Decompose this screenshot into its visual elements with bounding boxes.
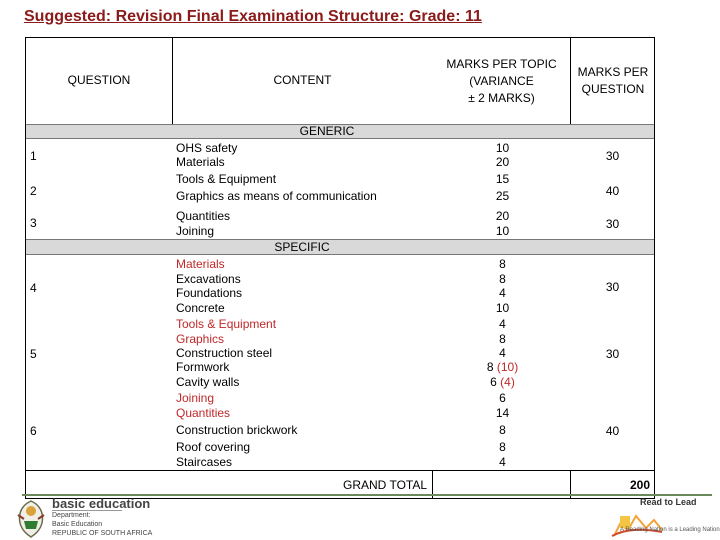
topic-name: Tools & Equipment [176, 317, 277, 331]
topic-mark: 6 [499, 391, 506, 405]
topic-name: OHS safety [176, 141, 238, 155]
page-title: Suggested: Revision Final Examination Structure: Grade: 11 [24, 8, 482, 25]
topic-name: Foundations [176, 286, 243, 300]
topic-mark: 4 [499, 346, 506, 360]
topic-mark: 20 [495, 155, 510, 169]
campaign-slogan: A Reading Nation is a Leading Nation [620, 527, 720, 533]
topic-mark-value: 8 [486, 360, 494, 374]
question-total: 30 [605, 217, 620, 231]
grand-total-label: GRAND TOTAL [343, 478, 428, 492]
topic-name: Cavity walls [176, 375, 240, 389]
topic-name: Joining [176, 224, 215, 238]
topic-name: Tools & Equipment [176, 172, 277, 186]
topic-mark: 10 [495, 141, 510, 155]
department-line: REPUBLIC OF SOUTH AFRICA [52, 530, 153, 537]
topic-mark [440, 375, 565, 390]
topic-mark-alternative: (4) [500, 375, 515, 389]
header-question: QUESTION [67, 73, 131, 87]
topic-mark: 8 [499, 257, 506, 271]
topic-mark: 4 [499, 317, 506, 331]
topic-mark-alternative: (10) [496, 360, 519, 374]
topic-mark: 10 [495, 224, 510, 238]
topic-name: Excavations [176, 272, 241, 286]
coat-of-arms-icon [12, 497, 50, 539]
question-number: 2 [30, 184, 37, 198]
row-divider [25, 470, 655, 471]
question-number: 1 [30, 149, 37, 163]
column-divider [172, 37, 173, 124]
header-marks-per-topic [433, 56, 570, 107]
department-logo-text [52, 496, 153, 538]
header-marks-per-question-line: QUESTION [581, 82, 645, 96]
question-total: 30 [605, 347, 620, 361]
question-number: 4 [30, 281, 37, 295]
topic-mark: 8 [499, 440, 506, 454]
topic-name: Quantities [176, 406, 231, 420]
topic-mark: 8 [499, 332, 506, 346]
section-band-specific [26, 239, 654, 255]
topic-name: Staircases [176, 455, 233, 469]
question-number: 6 [30, 424, 37, 438]
question-total: 40 [605, 184, 620, 198]
topic-name: Construction steel [176, 346, 273, 360]
topic-mark: 4 [499, 455, 506, 469]
department-line: Basic Education [52, 521, 103, 528]
question-number: 5 [30, 347, 37, 361]
topic-name: Formwork [176, 360, 230, 374]
topic-name: Graphics as means of communication [176, 189, 377, 203]
topic-mark: 15 [495, 172, 510, 186]
topic-mark: 4 [499, 286, 506, 300]
grand-total-value: 200 [630, 478, 651, 492]
header-content: CONTENT [273, 73, 332, 87]
header-marks-per-topic-line: MARKS PER TOPIC [446, 57, 557, 71]
department-line: Department: [52, 512, 91, 519]
topic-name: Materials [176, 155, 225, 169]
topic-mark: 20 [495, 209, 510, 223]
topic-name: Joining [176, 391, 215, 405]
topic-mark: 8 [499, 423, 506, 437]
topic-name: Graphics [176, 332, 225, 346]
header-marks-per-topic-line: ± 2 MARKS) [468, 91, 535, 105]
question-total: 30 [605, 149, 620, 163]
topic-name: Concrete [176, 301, 225, 315]
question-total: 40 [605, 424, 620, 438]
section-band-generic [26, 124, 654, 139]
topic-mark [440, 360, 565, 375]
topic-name: Construction brickwork [176, 423, 298, 437]
topic-mark-value: 6 [490, 375, 497, 389]
header-marks-per-question-line: MARKS PER [577, 65, 649, 79]
topic-name: Materials [176, 257, 225, 271]
department-name: basic education [52, 496, 151, 511]
section-label: SPECIFIC [274, 240, 330, 254]
topic-name: Quantities [176, 209, 231, 223]
campaign-name: Read to Lead [640, 497, 697, 507]
topic-mark: 10 [495, 301, 510, 315]
section-label: GENERIC [299, 124, 355, 138]
topic-name: Roof covering [176, 440, 251, 454]
header-marks-per-topic-line: (VARIANCE [469, 74, 534, 88]
header-marks-per-question [571, 64, 655, 98]
topic-mark: 25 [495, 189, 510, 203]
question-number: 3 [30, 216, 37, 230]
question-total: 30 [605, 280, 620, 294]
topic-mark: 8 [499, 272, 506, 286]
topic-mark: 14 [495, 406, 510, 420]
